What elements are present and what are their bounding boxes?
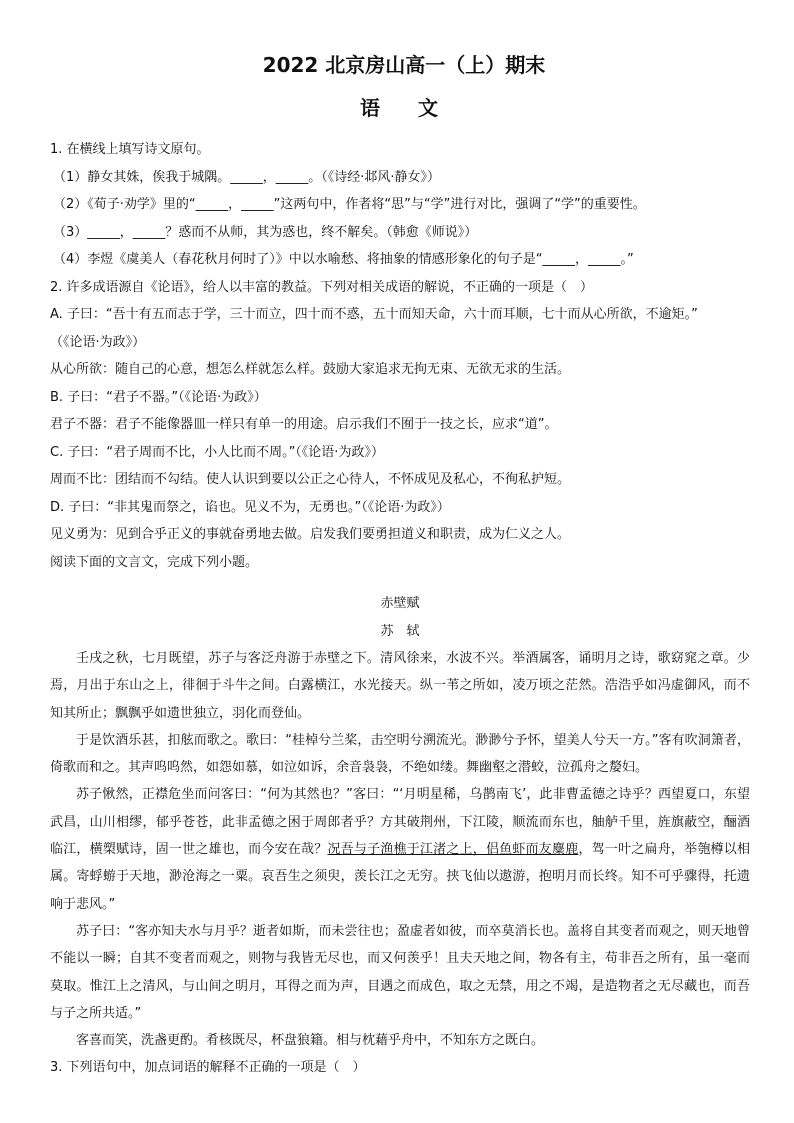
- passage-paragraph-5: 客喜而笑，洗盏更酌。肴核既尽，杯盘狼籍。相与枕藉乎舟中，不知东方之既白。: [76, 1033, 545, 1049]
- q2-line: A. 子曰：“吾十有五而志于学，三十而立，四十而不惑，五十而知天命，六十而耳顺，七十而从心所欲，不逾矩。”: [50, 307, 698, 322]
- q2-line: D. 子曰：“非其鬼而祭之，谄也。见义不为，无勇也。”（《论语·为政》）: [50, 499, 450, 515]
- paragraph-3-text: 苏子愀然，正襟危坐而问客曰：“何为其然也？”客曰：“‘月明星稀，乌鹊南飞’，此非曹孟德之诗乎？西望夏口，东望武昌，山川相缪，郁乎苍苍，此非孟德之困于周郎者乎？方其破荆州，下江陵，顺流而东也，舳舻千里，旌旗蔽空，酾酒临江，横槊赋诗，固一世之雄也，而今安在哉？: [50, 787, 750, 858]
- passage-paragraph-1: 壬戌之秋，七月既望，苏子与客泛舟游于赤壁之下。清风徐来，水波不兴。举酒属客，诵明月之诗，歌窈窕之章。少焉，月出于东山之上，徘徊于斗牛之间。白露横江，水光接天。纵一苇之所如，凌万顷之茫然。浩浩乎如冯虚御风，而不知其所止；飘飘乎如遗世独立，羽化而登仙。: [50, 651, 750, 721]
- q1-item-1: （1）静女其姝，俟我于城隅。_____，_____。（《诗经·邶风·静女》）: [53, 169, 441, 185]
- q2-stem: 2. 许多成语源自《论语》，给人以丰富的教益。下列对相关成语的解说，不正确的一项是（ ）: [50, 279, 594, 295]
- passage-paragraph-4: 苏子曰：“客亦知夫水与月乎？逝者如斯，而未尝往也；盈虚者如彼，而卒莫消长也。盖将自其变者而观之，则天地曾不能以一瞬；自其不变者而观之，则物与我皆无尽也，而又何羡乎！且夫天地之间，物各有主，苟非吾之所有，虽一毫而莫取。惟江上之清风，与山间之明月，耳得之而为声，目遇之而成色，取之无禁，用之不竭，是造物者之无尽藏也，而吾与子之所共适。”: [50, 923, 750, 1021]
- q2-line: 从心所欲：随自己的心意，想怎么样就怎么样。鼓励大家追求无拘无束、无欲无求的生活。: [50, 362, 571, 377]
- exam-title: 2022 北京房山高一（上）期末: [262, 53, 546, 77]
- q1-item-3: （3）_____，_____？惑而不从师，其为惑也，终不解矣。（韩愈《师说》）: [53, 224, 478, 240]
- q2-line: B. 子曰：“君子不器。”（《论语·为政》）: [50, 389, 267, 405]
- q2-line: 君子不器：君子不能像器皿一样只有单一的用途。启示我们不囿于一技之长，应求“道”。: [50, 417, 558, 432]
- underlined-sentence: 况吾与子渔樵于江渚之上，侣鱼虾而友麋鹿: [327, 842, 579, 858]
- subject-char-1: 语: [360, 96, 382, 120]
- passage: [50, 590, 750, 1054]
- q2-line: 周而不比：团结而不勾结。使人认识到要以公正之心待人，不怀成见及私心，不徇私护短。: [50, 472, 571, 487]
- q3-stem: 3. 下列语句中，加点词语的解释不正确的一项是（ ）: [50, 1060, 366, 1076]
- passage-paragraph-2: 于是饮酒乐甚，扣舷而歌之。歌曰：“桂棹兮兰桨，击空明兮溯流光。渺渺兮予怀，望美人兮天一方。”客有吹洞箫者，倚歌而和之。其声呜呜然，如怨如慕，如泣如诉，余音袅袅，不绝如缕。舞幽壑之潜蛟，泣孤舟之嫠妇。: [50, 732, 750, 776]
- passage-title: 赤壁赋: [380, 596, 420, 611]
- q2-line: C. 子曰：“君子周而不比，小人比而不周。”（《论语·为政》）: [50, 444, 384, 460]
- passage-author: 苏 轼: [380, 623, 420, 639]
- question-2: [50, 274, 750, 577]
- reading-instruction: 阅读下面的文言文，完成下列小题。: [50, 554, 259, 570]
- exam-page: [50, 50, 750, 1082]
- q1-item-2: （2）《荀子·劝学》里的“_____，_____”这两句中，作者将“思”与“学”进行对比，强调了“学”的重要性。: [53, 197, 646, 212]
- q1-item-4: （4）李煜《虞美人（春花秋月何时了）》中以水喻愁、将抽象的情感形象化的句子是“_____，_____。”: [53, 252, 634, 267]
- question-1: [50, 136, 750, 274]
- q1-stem: 1. 在横线上填写诗文原句。: [50, 142, 210, 157]
- passage-paragraph-3: [50, 781, 750, 917]
- subject-heading: [50, 92, 750, 124]
- q2-line: （《论语·为政》）: [50, 334, 146, 350]
- q2-line: 见义勇为：见到合乎正义的事就奋勇地去做。启发我们要勇担道义和职责，成为仁义之人。: [50, 527, 571, 542]
- paragraph-3-text-end: ，驾一叶之扁舟，举匏樽以相属。寄蜉蝣于天地，渺沧海之一粟。哀吾生之须臾，羡长江之无穷。挟飞仙以遨游，抱明月而长终。知不可乎骤得，托遗响于悲风。”: [50, 842, 750, 912]
- subject-char-2: 文: [418, 96, 440, 120]
